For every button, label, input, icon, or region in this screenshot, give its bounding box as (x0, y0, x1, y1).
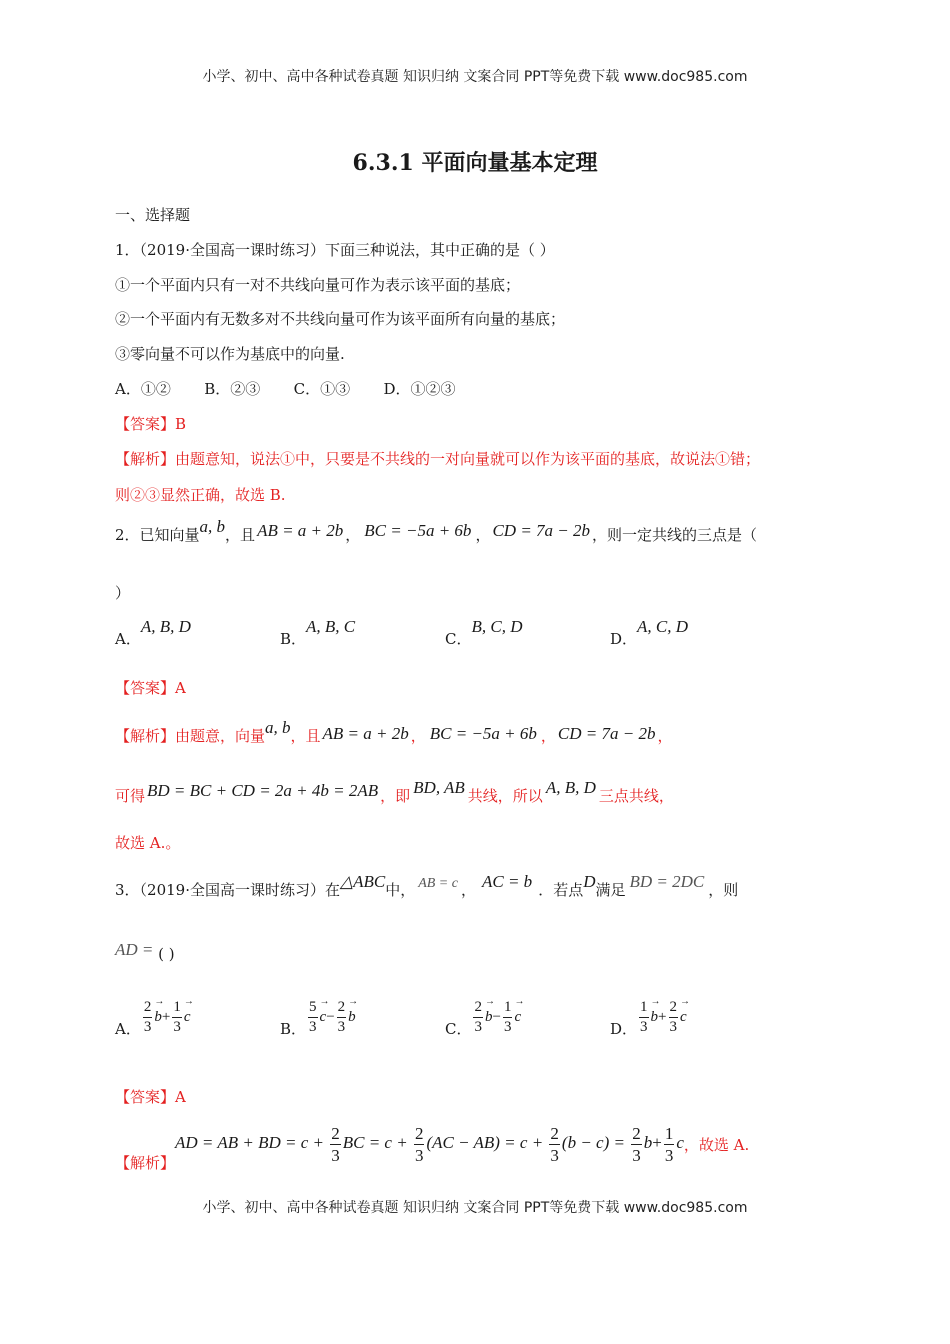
q2-analysis-2-pre: 可得 (115, 787, 146, 805)
q2-option-c-value: B, C, D (471, 617, 523, 636)
q2-analysis-eq-ab: AB = a + 2b (322, 724, 409, 743)
q3-mid: 中， (385, 881, 416, 899)
q3-analysis-label: 【解析】 (115, 1154, 176, 1173)
q2-analysis-1 (115, 718, 673, 746)
q2-and: ，且 (225, 526, 256, 544)
q2-option-d-label: D． (610, 630, 638, 648)
q2-eq-cd: CD = 7a − 2b (492, 521, 591, 540)
q2-analysis-comma-1: ， (410, 727, 426, 745)
q1-statement-2: ②一个平面内有无数多对不共线向量可作为该平面所有向量的基底； (115, 310, 566, 328)
q2-option-b (280, 617, 356, 649)
q2-option-c-label: C． (445, 630, 472, 648)
q2-option-b-value: A, B, C (306, 617, 356, 636)
q2-close-paren: ） (115, 584, 131, 602)
q3-eq-ac: AC = b (481, 872, 533, 891)
q2-analysis-2-mid: ，即 (380, 787, 411, 805)
q1-statement-1: ①一个平面内只有一对不共线向量可作为表示该平面的基底； (115, 276, 521, 294)
q3-satisfy: 满足 (595, 881, 626, 899)
q2-analysis-2-mid2: 共线，所以 (467, 787, 543, 805)
q3-option-d (610, 999, 687, 1039)
q3-option-c-label: C． (445, 1020, 472, 1039)
q1-options: A．①② B．②③ C．①③ D．①②③ (115, 380, 456, 398)
q2-analysis-ab: a, b (265, 718, 291, 737)
q3-analysis-end: ，故选 A. (683, 1136, 750, 1155)
q3-eq-ab: AB = c (418, 876, 458, 891)
q3-option-c (445, 999, 522, 1039)
q2-option-a (115, 617, 191, 649)
q3-eq-bd: BD = 2DC (629, 872, 705, 891)
q2-analysis-comma-2: ， (540, 727, 556, 745)
q2-stem (115, 517, 758, 545)
q2-option-d-value: A, C, D (637, 617, 689, 636)
q3-option-b-label: B． (280, 1020, 307, 1039)
q1-stem: 1．（2019·全国高一课时练习）下面三种说法，其中正确的是（ ） (115, 241, 555, 259)
q2-option-d (610, 617, 689, 649)
q2-comma-1: ， (345, 526, 361, 544)
q3-option-b (280, 999, 356, 1039)
q2-eq-ab: AB = a + 2b (257, 521, 344, 540)
q3-triangle: △ABC (340, 872, 386, 891)
q3-option-c-expr: $\frac{2}{3}$ → b− $\frac{1}{3}$ → c (471, 1009, 521, 1025)
q3-analysis (115, 1124, 750, 1173)
q2-bd-equation: BD = BC + CD = 2a + 4b = 2AB (147, 781, 379, 800)
q3-stem-pre: 3．（2019·全国高一课时练习）在 (115, 881, 340, 899)
q3-option-a-label: A． (115, 1020, 141, 1039)
page-footer: 小学、初中、高中各种试卷真题 知识归纳 文案合同 PPT等免费下载 www.doc985.com (202, 1200, 748, 1216)
q3-analysis-expr: AD = AB + BD = c + $\frac{2}{3}$ BC = c + $\frac{2}{3}$ (AC − AB) = c + $\frac{2}{3}$ (b − c) = $\frac{2}{3}$ b+ $\frac{1}{3}$ c (175, 1124, 684, 1165)
q3-option-d-label: D． (610, 1020, 638, 1039)
q2-analysis-pre: 【解析】由题意，向量 (115, 727, 266, 745)
q1-statement-3: ③零向量不可以作为基底中的向量. (115, 345, 345, 363)
q3-paren: ( ) (158, 945, 175, 963)
q3-option-a (115, 999, 191, 1039)
q2-analysis-2-end: 三点共线， (598, 787, 674, 805)
q3-point-d: D (583, 872, 596, 891)
q2-analysis-eq-cd: CD = 7a − 2b (557, 724, 656, 743)
page-title: 6.3.1 平面向量基本定理 (352, 150, 598, 176)
q2-analysis-eq-bc: BC = −5a + 6b (429, 724, 537, 743)
q3-answer: 【答案】A (115, 1088, 186, 1106)
q2-comma-2: ， (475, 526, 491, 544)
section-heading: 一、选择题 (115, 206, 191, 224)
q2-conclusion: 故选 A.。 (115, 834, 181, 852)
q1-analysis-1: 【解析】由题意知，说法①中，只要是不共线的一对向量就可以作为该平面的基底，故说法①错； (115, 450, 761, 468)
q3-stem (115, 872, 739, 900)
page-header: 小学、初中、高中各种试卷真题 知识归纳 文案合同 PPT等免费下载 www.doc985.com (202, 69, 748, 85)
q3-option-a-expr: $\frac{2}{3}$ → b+ $\frac{1}{3}$ → c (141, 1009, 191, 1025)
q2-analysis-and: ，且 (290, 727, 321, 745)
q3-ad-line (115, 940, 175, 964)
q3-then: ，则 (708, 881, 739, 899)
q2-analysis-2 (115, 778, 674, 806)
q3-point-pre: ．若点 (538, 881, 584, 899)
q1-answer: 【答案】B (115, 415, 187, 433)
q1-analysis-2: 则②③显然正确，故选 B. (115, 486, 286, 504)
q2-stem-pre: 2．已知向量 (115, 526, 200, 544)
q3-comma: ， (460, 881, 476, 899)
q3-option-b-expr: $\frac{5}{3}$ → c− $\frac{2}{3}$ → b (306, 1009, 356, 1025)
q2-vectors-ab: a, b (199, 517, 226, 536)
q2-stem-post: ，则一定共线的三点是（ (592, 526, 758, 544)
q2-answer: 【答案】A (115, 679, 186, 697)
q2-option-a-value: A, B, D (140, 617, 191, 636)
q2-option-b-label: B． (280, 630, 307, 648)
q2-bd-ab: BD, AB (413, 778, 465, 797)
q2-eq-bc: BC = −5a + 6b (364, 521, 472, 540)
q2-option-a-label: A． (115, 630, 141, 648)
q2-analysis-end: ， (657, 727, 673, 745)
q3-option-d-expr: $\frac{1}{3}$ → b+ $\frac{2}{3}$ → c (637, 1009, 687, 1025)
q3-ad: AD = (115, 940, 154, 959)
q2-option-c (445, 617, 523, 649)
q2-abd: A, B, D (545, 778, 596, 797)
